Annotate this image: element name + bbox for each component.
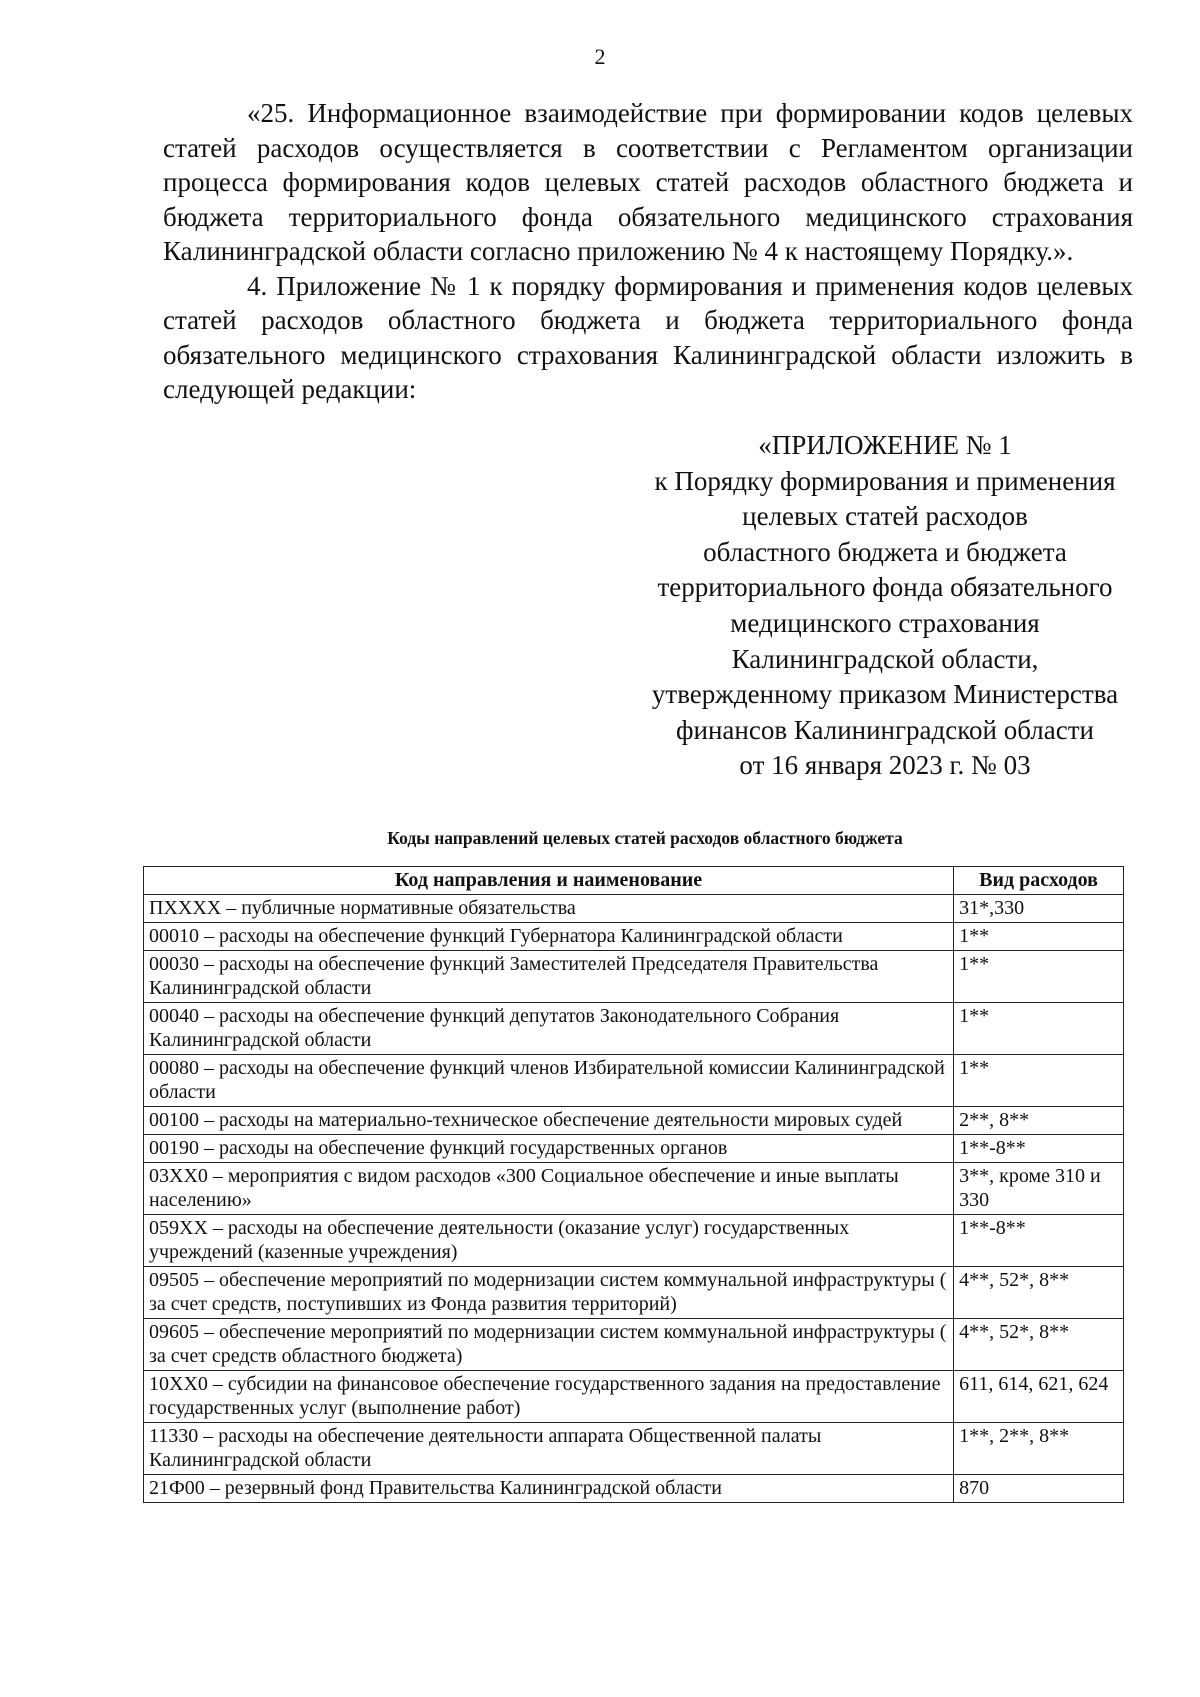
paragraph-item-4: 4. Приложение № 1 к порядку формирования и применения кодов целевых статей расходов областного бюджета и бюджета территориального фонда обязательного медицинского страхования Калининградской области изложить в следующей редакции:	[163, 270, 1133, 404]
appendix-header	[615, 428, 1155, 784]
table-row	[144, 1163, 1124, 1215]
table-row	[144, 1107, 1124, 1135]
expense-type-cell: 1**	[954, 1003, 1124, 1055]
expense-type-cell: 4**, 52*, 8**	[954, 1267, 1124, 1319]
code-name-cell: 00190 – расходы на обеспечение функций государственных органов	[144, 1135, 954, 1163]
expense-type-cell: 1**	[954, 1055, 1124, 1107]
code-name-cell: 10ХХ0 – субсидии на финансовое обеспечение государственного задания на предоставление государственных услуг (выполнение работ)	[144, 1371, 954, 1423]
table-row	[144, 951, 1124, 1003]
expense-type-cell: 4**, 52*, 8**	[954, 1319, 1124, 1371]
header-code-name: Код направления и наименование	[144, 867, 954, 895]
body-text	[163, 96, 1133, 407]
table-row	[144, 1475, 1124, 1503]
code-name-cell: 00030 – расходы на обеспечение функций Заместителей Председателя Правительства Калининградской области	[144, 951, 954, 1003]
expense-type-cell: 3**, кроме 310 и 330	[954, 1163, 1124, 1215]
table-row	[144, 1423, 1124, 1475]
table-row	[144, 895, 1124, 923]
page-number: 2	[594, 44, 606, 69]
table-caption: Коды направлений целевых статей расходов областного бюджета	[387, 828, 903, 848]
table-row	[144, 1267, 1124, 1319]
expense-type-cell: 1**-8**	[954, 1135, 1124, 1163]
code-name-cell: 00080 – расходы на обеспечение функций членов Избирательной комиссии Калининградской области	[144, 1055, 954, 1107]
expense-type-cell: 1**-8**	[954, 1215, 1124, 1267]
appendix-line: целевых статей расходов	[742, 501, 1028, 532]
code-name-cell: 11330 – расходы на обеспечение деятельности аппарата Общественной палаты Калининградской области	[144, 1423, 954, 1475]
code-name-cell: 00100 – расходы на материально-техническое обеспечение деятельности мировых судей	[144, 1107, 954, 1135]
appendix-date: от 16 января 2023 г. № 03	[739, 750, 1031, 781]
codes-table	[143, 866, 1124, 1503]
expense-type-cell: 870	[954, 1475, 1124, 1503]
expense-type-cell: 2**, 8**	[954, 1107, 1124, 1135]
code-name-cell: 09605 – обеспечение мероприятий по модернизации систем коммунальной инфраструктуры ( за счет средств областного бюджета)	[144, 1319, 954, 1371]
table-header-row	[144, 867, 1124, 895]
code-name-cell: 00040 – расходы на обеспечение функций депутатов Законодательного Собрания Калининградской области	[144, 1003, 954, 1055]
expense-type-cell: 611, 614, 621, 624	[954, 1371, 1124, 1423]
appendix-line: областного бюджета и бюджета	[703, 536, 1067, 567]
paragraph-25: «25. Информационное взаимодействие при формировании кодов целевых статей расходов осуществляется в соответствии с Регламентом организации процесса формирования кодов целевых статей расходов областного бюджета и бюджета территориального фонда обязательного медицинского страхования Калининградской области согласно приложению № 4 к настоящему Порядку.».	[163, 98, 1133, 266]
expense-type-cell: 1**	[954, 923, 1124, 951]
appendix-line: территориального фонда обязательного	[657, 572, 1113, 603]
code-name-cell: 059ХХ – расходы на обеспечение деятельности (оказание услуг) государственных учреждений (казенные учреждения)	[144, 1215, 954, 1267]
table-row	[144, 1055, 1124, 1107]
appendix-line: утвержденному приказом Министерства	[651, 679, 1119, 710]
code-name-cell: 00010 – расходы на обеспечение функций Губернатора Калининградской области	[144, 923, 954, 951]
appendix-line: финансов Калининградской области	[676, 714, 1094, 745]
appendix-line: медицинского страхования	[730, 607, 1040, 638]
code-name-cell: 09505 – обеспечение мероприятий по модернизации систем коммунальной инфраструктуры ( за счет средств, поступивших из Фонда развития территорий)	[144, 1267, 954, 1319]
table-row	[144, 923, 1124, 951]
appendix-line: Калининградской области,	[731, 643, 1039, 674]
code-name-cell: ПХХХХ – публичные нормативные обязательства	[144, 895, 954, 923]
expense-type-cell: 31*,330	[954, 895, 1124, 923]
code-name-cell: 03ХХ0 – мероприятия с видом расходов «300 Социальное обеспечение и иные выплаты населению»	[144, 1163, 954, 1215]
appendix-line: к Порядку формирования и применения	[654, 465, 1116, 496]
table-row	[144, 1003, 1124, 1055]
expense-type-cell: 1**, 2**, 8**	[954, 1423, 1124, 1475]
table-row	[144, 1135, 1124, 1163]
header-expense-type: Вид расходов	[954, 867, 1124, 895]
table-row	[144, 1215, 1124, 1267]
expense-type-cell: 1**	[954, 951, 1124, 1003]
table-row	[144, 1319, 1124, 1371]
code-name-cell: 21Ф00 – резервный фонд Правительства Калининградской области	[144, 1475, 954, 1503]
table-row	[144, 1371, 1124, 1423]
appendix-title: «ПРИЛОЖЕНИЕ № 1	[758, 430, 1012, 460]
